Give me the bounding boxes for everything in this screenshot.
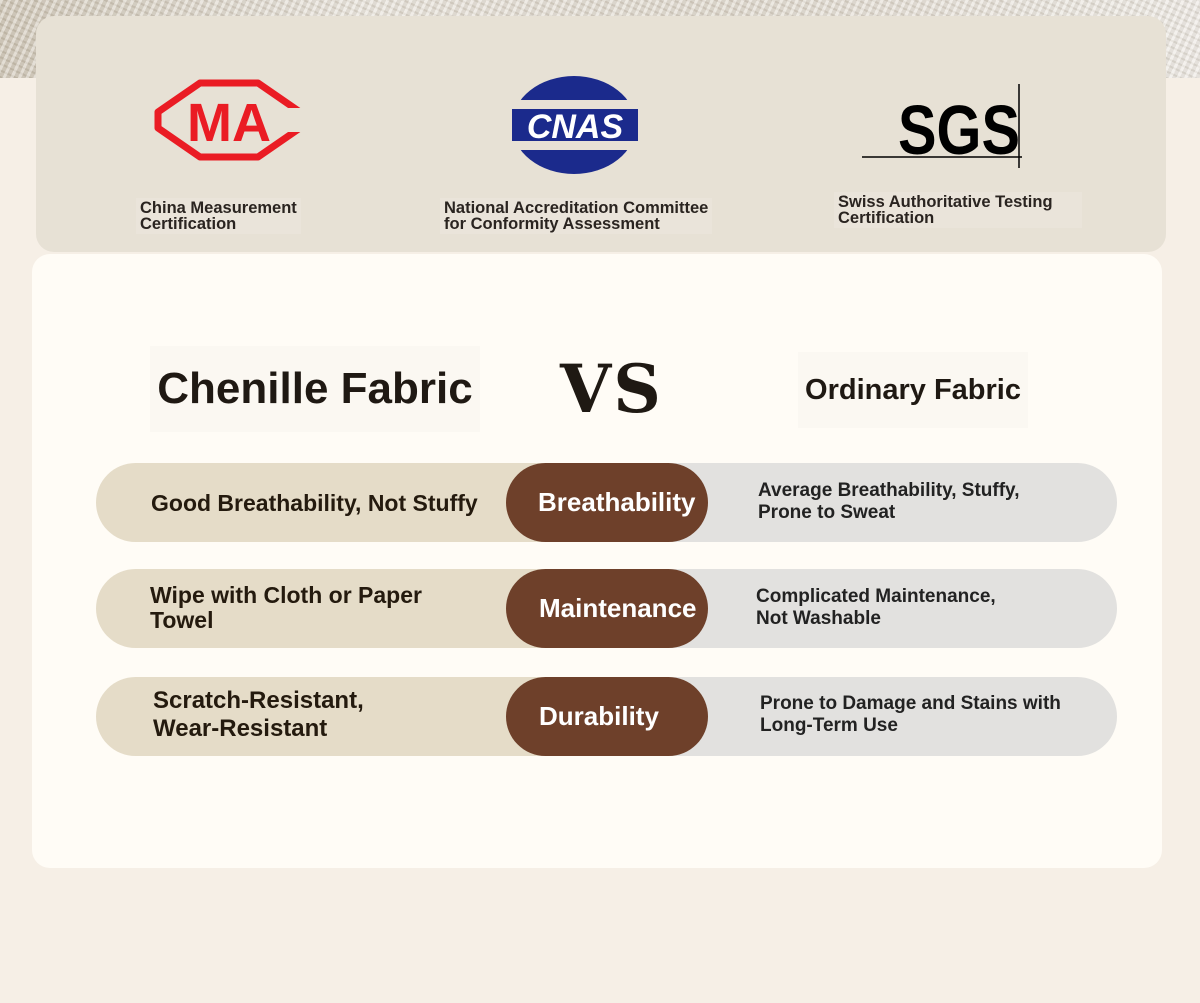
cnas-label <box>440 198 712 234</box>
chenille-durability-line-2: Wear-Resistant <box>153 715 328 742</box>
comparison-row-breathability <box>96 463 1117 542</box>
chenille-durability-text <box>153 687 364 743</box>
chenille-fabric-title: Chenille Fabric <box>150 346 480 432</box>
chenille-breathability-text <box>151 489 478 517</box>
cma-label <box>136 198 301 234</box>
certification-cnas <box>416 16 796 252</box>
feature-pill-breathability <box>506 463 708 542</box>
ordinary-breathability-line-1: Average Breathability, Stuffy, <box>758 480 1020 501</box>
chenille-durability-line-1: Scratch-Resistant, <box>153 687 364 714</box>
vs-heading: VS <box>560 350 663 428</box>
feature-pill-maintenance <box>506 569 708 648</box>
ordinary-durability-text <box>760 693 1061 737</box>
cma-logo-icon <box>154 78 304 167</box>
sgs-logo-icon <box>862 84 1032 175</box>
cma-label-line-2: Certification <box>140 215 237 233</box>
feature-pill-durability <box>506 677 708 756</box>
comparison-row-durability <box>96 677 1117 756</box>
ordinary-breathability-text <box>758 480 1020 524</box>
chenille-maintenance-text <box>150 583 422 633</box>
cnas-logo-icon <box>510 74 640 179</box>
cnas-label-line-2: for Conformity Assessment <box>444 215 660 233</box>
chenille-maintenance-line-1: Wipe with Cloth or Paper <box>150 582 422 608</box>
sgs-label-line-2: Certification <box>838 209 935 227</box>
svg-text:SGS: SGS <box>898 91 1020 169</box>
certification-panel <box>36 16 1166 252</box>
certification-sgs <box>796 16 1166 252</box>
ordinary-durability-line-2: Long-Term Use <box>760 715 898 736</box>
feature-label-breathability: Breathability <box>538 487 696 517</box>
ordinary-durability-line-1: Prone to Damage and Stains with <box>760 693 1061 714</box>
feature-label-maintenance: Maintenance <box>539 593 697 623</box>
ordinary-maintenance-text <box>756 586 996 630</box>
sgs-label <box>834 192 1082 228</box>
chenille-breathability-line-1: Good Breathability, Not Stuffy <box>151 490 478 516</box>
ordinary-maintenance-line-1: Complicated Maintenance, <box>756 586 996 607</box>
cma-label-line-1: China Measurement <box>140 199 297 217</box>
ordinary-fabric-title: Ordinary Fabric <box>798 352 1028 428</box>
chenille-maintenance-line-2: Towel <box>150 607 214 633</box>
certification-cma <box>36 16 416 252</box>
ordinary-maintenance-line-2: Not Washable <box>756 608 881 629</box>
svg-text:MA: MA <box>187 93 271 153</box>
feature-label-durability: Durability <box>539 701 659 731</box>
ordinary-breathability-line-2: Prone to Sweat <box>758 502 896 523</box>
svg-text:CNAS: CNAS <box>526 108 624 146</box>
comparison-row-maintenance <box>96 569 1117 648</box>
sgs-label-line-1: Swiss Authoritative Testing <box>838 193 1053 211</box>
cnas-label-line-1: National Accreditation Committee <box>444 199 709 217</box>
